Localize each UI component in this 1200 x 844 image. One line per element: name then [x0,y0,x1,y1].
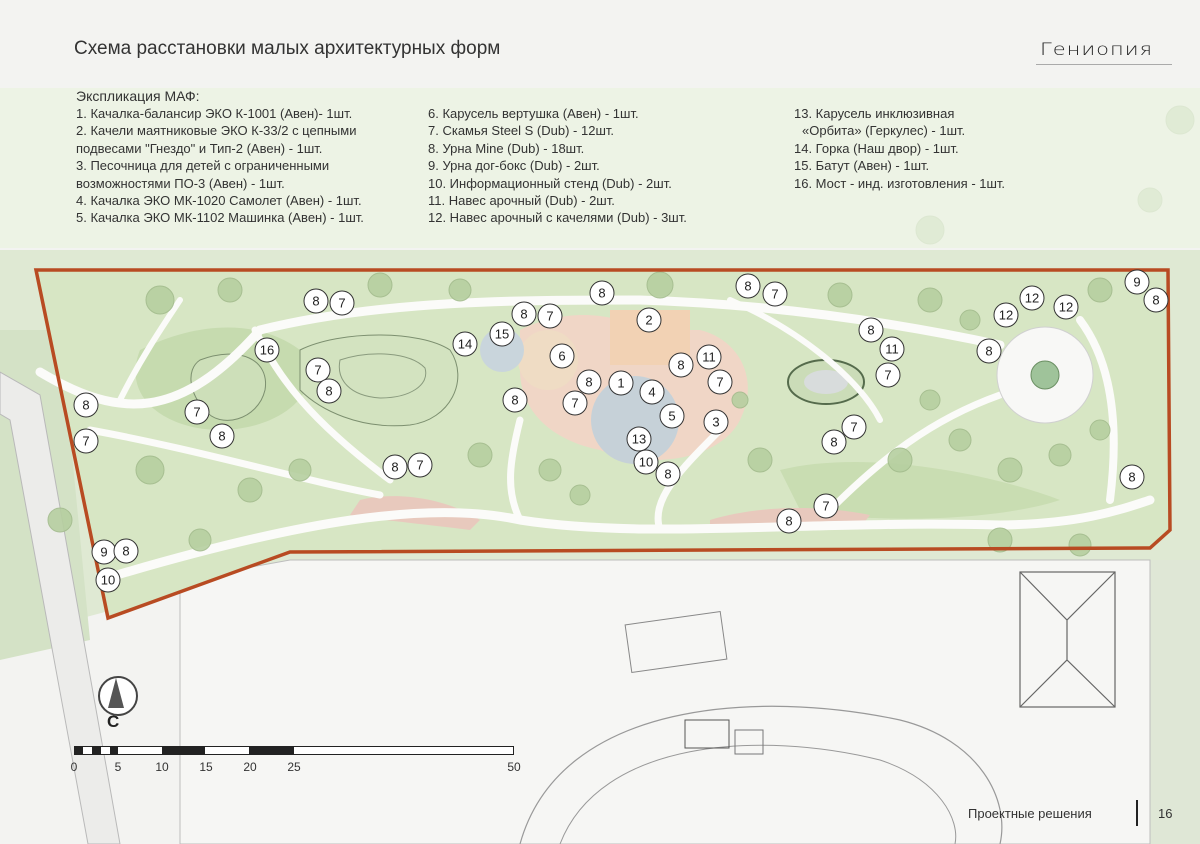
maf-marker-label: 16 [259,342,275,358]
maf-marker-label: 10 [100,572,116,588]
maf-marker [74,393,98,417]
maf-marker [408,453,432,477]
maf-marker-label: 5 [668,408,676,424]
maf-marker [977,339,1001,363]
scale-bar-segments [74,746,514,755]
maf-marker-label: 11 [885,341,899,357]
maf-marker [1144,288,1168,312]
legend-item: 13. Карусель инклюзивная [794,106,955,121]
maf-marker-label: 12 [998,307,1014,323]
maf-marker [210,424,234,448]
legend-item: 16. Мост - инд. изготовления - 1шт. [794,175,1006,191]
maf-marker-label: 8 [511,392,519,408]
maf-marker-label: 8 [585,374,593,390]
maf-marker [512,302,536,326]
legend-column-1 [76,105,364,227]
maf-marker-label: 13 [631,431,647,447]
maf-marker [842,415,866,439]
maf-marker-label: 8 [985,343,993,359]
maf-marker-label: 7 [571,395,579,411]
maf-marker-label: 7 [822,498,830,514]
maf-marker [503,388,527,412]
maf-marker [114,539,138,563]
maf-marker [577,370,601,394]
maf-marker [763,282,787,306]
scale-tick: 15 [199,760,213,774]
maf-marker-label: 8 [391,459,399,475]
maf-marker [704,410,728,434]
maf-marker-label: 8 [218,428,226,444]
footer-divider [1136,800,1138,826]
legend-item: 7. Скамья Steel S (Dub) - 12шт. [428,123,615,139]
maf-marker [96,568,120,592]
scale-tick: 20 [243,760,257,774]
maf-marker-label: 8 [785,513,793,529]
legend-column-2 [428,105,687,227]
maf-marker-label: 9 [100,544,108,560]
scale-tick: 5 [114,760,122,774]
scale-tick: 0 [70,760,78,774]
maf-marker-label: 8 [520,306,528,322]
maf-marker-label: 8 [677,357,685,373]
north-arrow-icon [108,678,124,708]
page-number: 16 [1158,806,1173,821]
maf-marker-label: 3 [712,414,720,430]
maf-marker [563,391,587,415]
maf-marker-label: 11 [702,349,716,365]
maf-marker [708,370,732,394]
maf-marker [822,430,846,454]
maf-marker-label: 1 [617,375,625,391]
maf-marker [185,400,209,424]
logo-underline [1036,64,1172,65]
maf-marker [304,289,328,313]
maf-marker [490,322,514,346]
legend-item: 12. Навес арочный с качелями (Dub) - 3шт. [428,210,687,226]
legend-item: «Орбита» (Геркулес) - 1шт. [802,123,966,139]
maf-marker [859,318,883,342]
legend-item: 3. Песочница для детей с ограниченными [76,158,330,174]
legend-item: 8. Урна Mine (Dub) - 18шт. [428,140,585,156]
page-title: Схема расстановки малых архитектурных форм [74,38,501,59]
legend-item: 14. Горка (Наш двор) - 1шт. [794,140,959,156]
maf-marker [1120,465,1144,489]
maf-marker [330,291,354,315]
maf-marker [317,379,341,403]
maf-marker-label: 8 [82,397,90,413]
maf-marker [74,429,98,453]
maf-marker-label: 7 [193,404,201,420]
maf-marker [306,358,330,382]
legend-item: 6. Карусель вертушка (Авен) - 1шт. [428,106,639,121]
maf-marker-label: 7 [546,308,554,324]
maf-marker-label: 8 [867,322,875,338]
maf-marker [994,303,1018,327]
legend-item: подвесами "Гнездо" и Тип-2 (Авен) - 1шт. [76,140,323,156]
maf-marker [814,494,838,518]
maf-marker-label: 15 [494,326,510,342]
north-label: С [107,712,120,731]
maf-marker [637,308,661,332]
maf-marker-label: 8 [312,293,320,309]
maf-marker-label: 8 [1152,292,1160,308]
scale-tick: 50 [507,760,521,774]
legend-item: 2. Качели маятниковые ЭКО К-33/2 с цепными [76,123,357,139]
legend-item: 1. Качалка-балансир ЭКО К-1001 (Авен)- 1шт. [76,106,353,121]
maf-marker-label: 7 [884,367,892,383]
maf-marker-label: 7 [850,419,858,435]
maf-marker-label: 8 [744,278,752,294]
legend-item: 15. Батут (Авен) - 1шт. [794,158,930,174]
maf-marker [634,450,658,474]
footer-section-title: Проектные решения [968,806,1092,821]
maf-marker-label: 7 [82,433,90,449]
maf-marker-label: 7 [338,295,346,311]
maf-marker-label: 8 [664,466,672,482]
maf-marker [656,462,680,486]
maf-marker-label: 9 [1133,274,1141,290]
legend-item: 10. Информационный стенд (Dub) - 2шт. [428,175,672,191]
legend-item: 9. Урна дог-бокс (Dub) - 2шт. [428,158,600,174]
maf-marker-label: 8 [122,543,130,559]
maf-marker [538,304,562,328]
maf-marker [660,404,684,428]
maf-marker [590,281,614,305]
maf-marker [255,338,279,362]
urban-area [180,560,1150,844]
legend-column-3 [794,105,1005,192]
maf-marker [697,345,721,369]
maf-marker [1020,286,1044,310]
maf-marker-label: 7 [716,374,724,390]
legend-item: возможностями ПО-3 (Авен) - 1шт. [76,175,285,191]
maf-marker [550,344,574,368]
maf-marker [1125,270,1149,294]
maf-marker [453,332,477,356]
maf-marker [383,455,407,479]
maf-marker-label: 7 [314,362,322,378]
maf-marker-label: 12 [1024,290,1040,306]
maf-marker-label: 8 [1128,469,1136,485]
maf-marker-label: 4 [648,384,656,400]
legend-title: Экспликация МАФ: [76,88,200,104]
maf-marker-label: 7 [416,457,424,473]
maf-marker-label: 14 [457,336,473,352]
legend-item: 4. Качалка ЭКО МК-1020 Самолет (Авен) - 1шт. [76,193,362,209]
maf-marker-label: 8 [830,434,838,450]
maf-marker [777,509,801,533]
maf-marker [627,427,651,451]
maf-marker [876,363,900,387]
maf-marker [92,540,116,564]
legend-item: 11. Навес арочный (Dub) - 2шт. [428,193,615,209]
maf-marker [609,371,633,395]
studio-logo: Гениопия [1040,40,1154,60]
scale-tick: 10 [155,760,169,774]
maf-marker-label: 8 [598,285,606,301]
maf-marker [640,380,664,404]
maf-marker-label: 6 [558,348,566,364]
maf-marker-label: 7 [771,286,779,302]
maf-marker-label: 8 [325,383,333,399]
maf-marker-label: 2 [645,312,653,328]
maf-marker [1054,295,1078,319]
maf-marker [669,353,693,377]
legend-item: 5. Качалка ЭКО МК-1102 Машинка (Авен) - 1шт. [76,210,364,226]
maf-marker-label: 10 [638,454,654,470]
maf-marker-label: 12 [1058,299,1074,315]
scale-tick: 25 [287,760,301,774]
maf-marker [880,337,904,361]
maf-marker [736,274,760,298]
